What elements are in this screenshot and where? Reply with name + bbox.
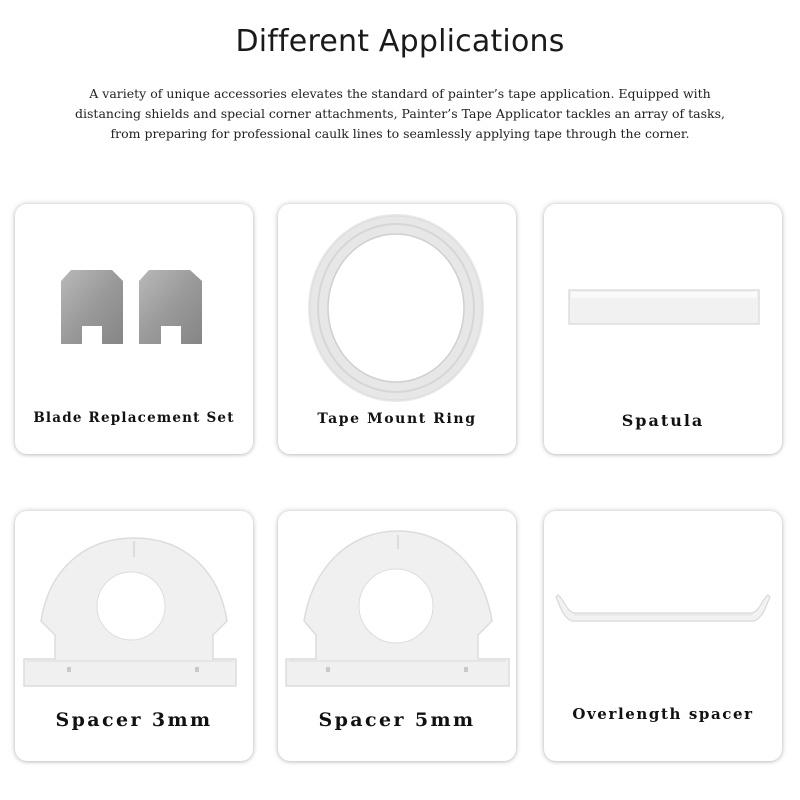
intro-line: A variety of unique accessories elevates the standard of painter’s tape application. Equipped with [89,86,711,101]
card-tape-mount-ring [278,204,516,454]
card-label: Blade Replacement Set [33,410,235,426]
page-title: Different Applications [235,24,565,59]
card-spacer-3mm [15,511,253,761]
intro-line: distancing shields and special corner attachments, Painter’s Tape Applicator tackles an array of tasks, [75,106,725,121]
blade-left [61,270,123,344]
card-label: Spatula [621,411,705,430]
intro-text [20,84,780,144]
overlength-spacer-image [544,511,782,761]
card-overlength-spacer [544,511,782,761]
card-label: Tape Mount Ring [317,411,477,427]
card-label: Overlength spacer [572,705,754,723]
intro-line: from preparing for professional caulk lines to seamlessly applying tape through the corner. [110,126,690,141]
card-label: Spacer 5mm [318,709,476,731]
card-spatula [544,204,782,454]
card-blade-replacement-set [15,204,253,454]
blade-right [139,270,202,344]
card-label: Spacer 3mm [55,709,213,731]
card-spacer-5mm [278,511,516,761]
